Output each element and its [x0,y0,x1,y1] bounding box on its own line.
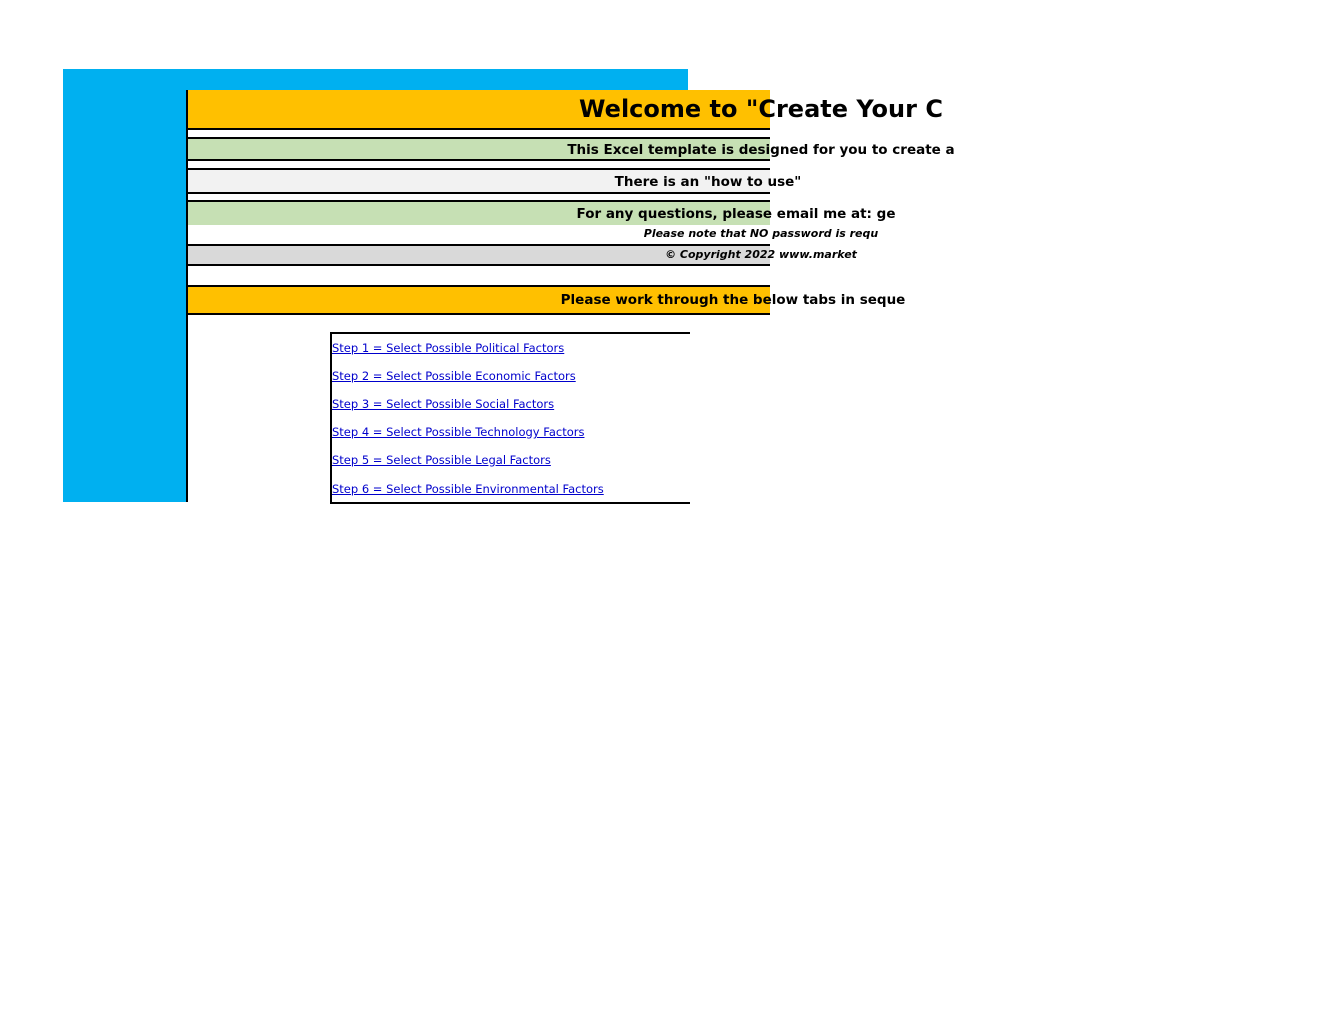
title-banner [188,90,943,130]
instruction-banner [188,285,906,315]
top-blue-frame [188,69,688,90]
steps-link-box [330,332,690,504]
page-title: Welcome to "Create Your C [579,95,943,123]
howto-banner [188,168,802,194]
step-6-link[interactable]: Step 6 = Select Possible Environmental Factors [332,482,604,496]
howto-text: There is an "how to use" [614,174,802,190]
step-4-link[interactable]: Step 4 = Select Possible Technology Factors [332,425,585,439]
intro-banner [188,137,955,161]
instruction-text: Please work through the below tabs in seque [560,292,906,308]
step-3-link[interactable]: Step 3 = Select Possible Social Factors [332,397,555,411]
step-5-link[interactable]: Step 5 = Select Possible Legal Factors [332,453,551,467]
intro-text: This Excel template is designed for you to create a [567,142,955,158]
copyright-row [188,244,857,266]
step-2-link[interactable]: Step 2 = Select Possible Economic Factors [332,369,576,383]
copyright-text: © Copyright 2022 www.market [665,248,857,261]
email-banner [188,200,896,225]
password-note-row [188,225,879,244]
password-note-text: Please note that NO password is requ [643,227,879,240]
left-blue-frame [63,69,188,502]
welcome-sheet [186,90,955,502]
email-text: For any questions, please email me at: ge [576,206,896,222]
step-1-link[interactable]: Step 1 = Select Possible Political Factors [332,341,565,355]
